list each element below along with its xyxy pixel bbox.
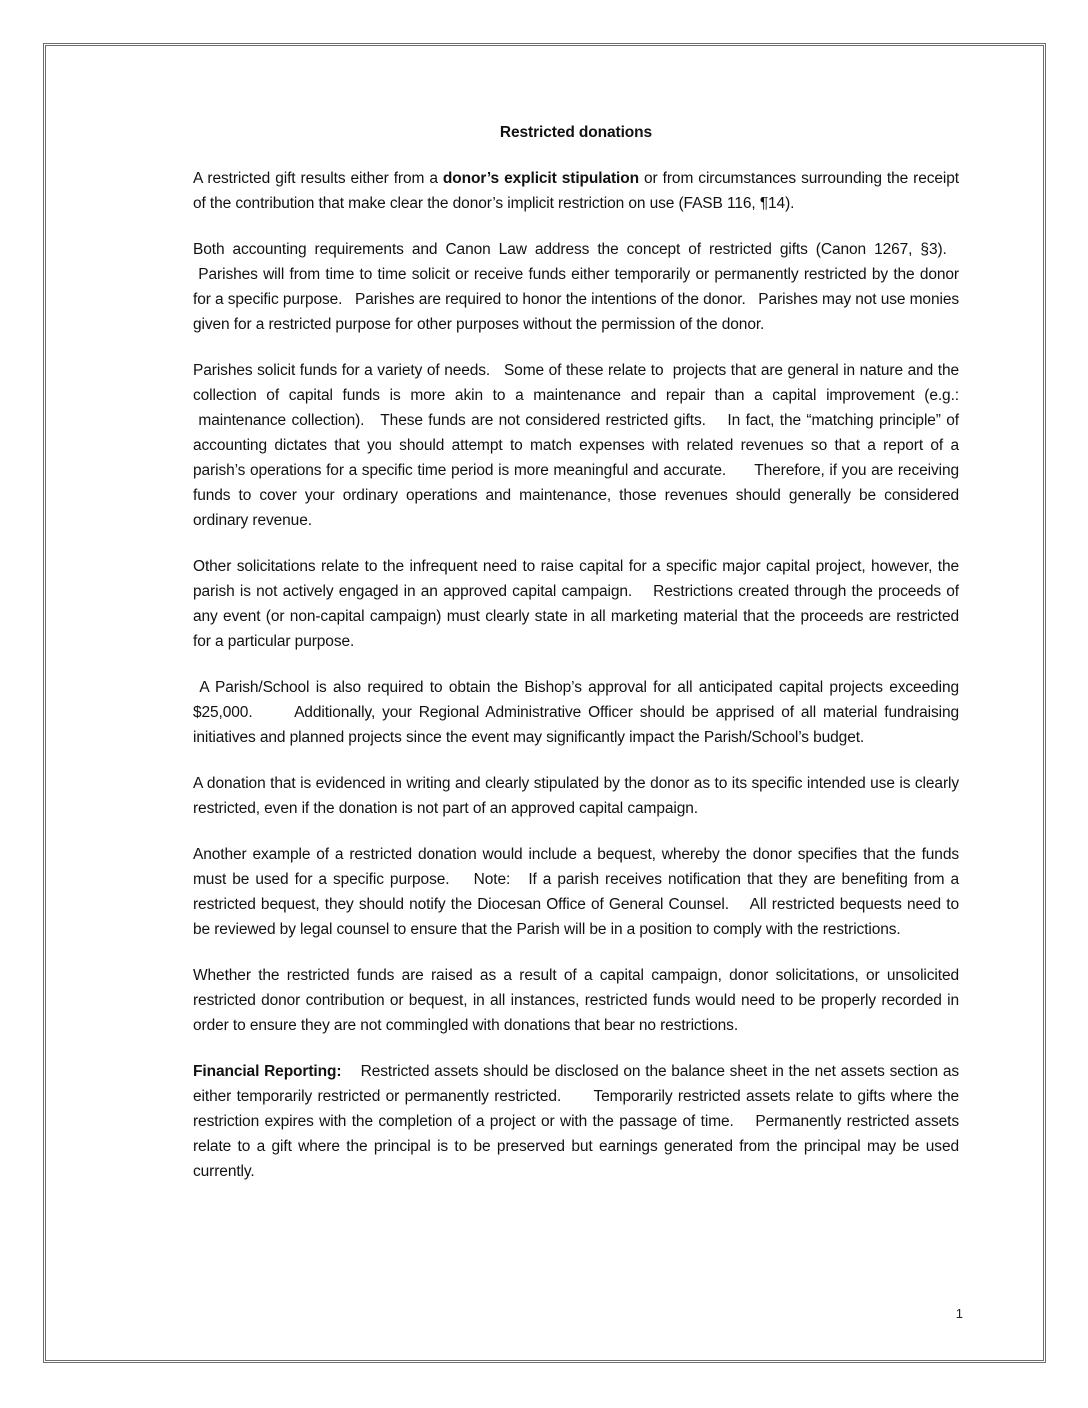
paragraph-6 [193,771,959,821]
paragraph-5-text: A Parish/School is also required to obtain the Bishop’s approval for all anticipated capital projects exceeding $25,000. Additionally, your Regional Administrative Officer should be apprised of all material fundraising initiatives and planned projects since the event may significantly impact the Parish/School’s budget. [193,679,959,746]
paragraph-1-run-1: A restricted gift results either from a [193,170,443,187]
paragraph-8 [193,963,959,1038]
paragraph-1-bold-run: donor’s explicit stipulation [442,170,639,187]
paragraph-1 [193,166,959,216]
financial-reporting-label: Financial Reporting: [193,1063,342,1080]
paragraph-1-run-3: or from circumstances surrounding the receipt of the contribution that make clear the donor’s implicit restriction on use (FASB 116, ¶14). [193,170,959,212]
paragraph-4-text: Other solicitations relate to the infrequent need to raise capital for a specific major capital project, however, the parish is not actively engaged in an approved capital campaign. Restrictions created through the proceeds of any event (or non-capital campaign) must clearly state in all marketing material that the proceeds are restricted for a particular purpose. [193,558,959,650]
paragraph-4 [193,554,959,654]
paragraph-9-text: Restricted assets should be disclosed on the balance sheet in the net assets section as either temporarily restricted or permanently restricted. Temporarily restricted assets relate to gifts where the restriction expires with the completion of a project or with the passage of time. Permanently restricted assets relate to a gift where the principal is to be preserved but earnings generated from the principal may be used currently. [193,1063,959,1180]
paragraph-3 [193,358,959,533]
paragraph-2 [193,237,959,337]
paragraph-6-text: A donation that is evidenced in writing and clearly stipulated by the donor as to its specific intended use is clearly restricted, even if the donation is not part of an approved capital campaign. [193,775,959,817]
paragraph-7 [193,842,959,942]
paragraph-7-text: Another example of a restricted donation would include a bequest, whereby the donor specifies that the funds must be used for a specific purpose. Note: If a parish receives notification that they are benefiting from a restricted bequest, they should notify the Diocesan Office of General Counsel. All restricted bequests need to be reviewed by legal counsel to ensure that the Parish will be in a position to comply with the restrictions. [193,846,959,938]
paragraph-3-text: Parishes solicit funds for a variety of needs. Some of these relate to projects that are general in nature and the collection of capital funds is more akin to a maintenance and repair than a capital improvement (e.g.: maintenance collection). These funds are not considered restricted gifts. In fact, the “matching principle” of accounting dictates that you should attempt to match expenses with related revenues so that a report of a parish’s operations for a specific time period is more meaningful and accurate. Therefore, if you are receiving funds to cover your ordinary operations and maintenance, those revenues should generally be considered ordinary revenue. [193,362,959,529]
paragraph-9 [193,1059,959,1184]
document-title: Restricted donations [499,124,653,141]
paragraph-8-text: Whether the restricted funds are raised as a result of a capital campaign, donor solicitations, or unsolicited restricted donor contribution or bequest, in all instances, restricted funds would need to be properly recorded in order to ensure they are not commingled with donations that bear no restrictions. [193,967,959,1034]
paragraph-2-text: Both accounting requirements and Canon Law address the concept of restricted gifts (Canon 1267, §3). Parishes will from time to time solicit or receive funds either temporarily or permanently restricted by the donor for a specific purpose. Parishes are required to honor the intentions of the donor. Parishes may not use monies given for a restricted purpose for other purposes without the permission of the donor. [193,241,959,333]
page-number: 1 [955,1306,963,1321]
paragraph-5 [193,675,959,750]
document-body [193,120,959,1205]
